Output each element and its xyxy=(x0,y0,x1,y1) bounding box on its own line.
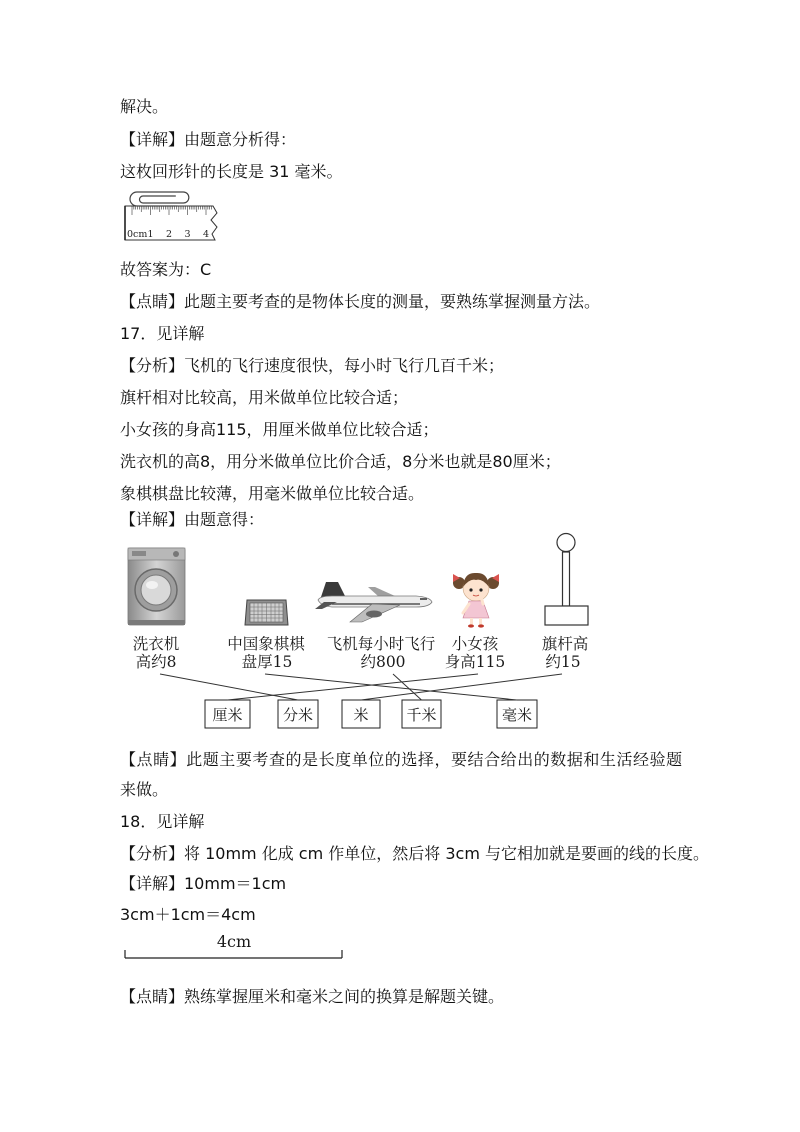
unit-box xyxy=(497,700,537,728)
q17-heading: 17．见详解 xyxy=(120,324,205,343)
unit-label: 米 xyxy=(353,706,369,724)
item-value: 约800 xyxy=(360,653,406,671)
q17-comment-line: 【点睛】此题主要考查的是长度单位的选择，要结合给出的数据和生活经验题 xyxy=(120,750,683,769)
q17-comment-line: 来做。 xyxy=(120,780,169,799)
q18-heading: 18．见详解 xyxy=(120,812,205,831)
match-lines xyxy=(160,674,562,700)
item-value: 约15 xyxy=(545,653,581,671)
q17-analysis-line: 洗衣机的高8，用分米做单位比价合适，8分米也就是80厘米； xyxy=(120,452,561,471)
matching-diagram xyxy=(110,530,610,735)
item-label: 旗杆高 xyxy=(541,635,589,653)
chessboard-icon xyxy=(245,600,288,625)
q16-statement: 这枚回形针的长度是 31 毫米。 xyxy=(120,162,343,181)
q16-comment: 【点睛】此题主要考查的是物体长度的测量，要熟练掌握测量方法。 xyxy=(120,292,601,311)
match-line xyxy=(228,674,479,700)
q17-detail: 【详解】由题意得： xyxy=(120,510,265,529)
washing-machine-icon xyxy=(128,548,185,625)
paperclip-icon xyxy=(130,192,189,206)
unit-box xyxy=(402,700,441,728)
airplane-icon xyxy=(315,582,432,622)
unit-label: 分米 xyxy=(282,706,314,724)
ruler-figure xyxy=(120,186,220,244)
unit-box xyxy=(342,700,380,728)
q16-analysis-tail: 解决。 xyxy=(120,97,169,116)
ruler-label: 4 xyxy=(202,229,210,240)
unit-box xyxy=(278,700,318,728)
q18-analysis: 【分析】将 10mm 化成 cm 作单位，然后将 3cm 与它相加就是要画的线的长度。 xyxy=(120,844,709,863)
item-value: 身高115 xyxy=(444,653,506,671)
ruler-label: 0cm xyxy=(127,229,148,240)
q17-analysis-line: 小女孩的身高115，用厘米做单位比较合适； xyxy=(120,420,439,439)
ruler-label: 2 xyxy=(165,229,173,240)
q18-detail: 【详解】10mm＝1cm xyxy=(120,874,287,893)
q16-detail: 【详解】由题意分析得： xyxy=(120,130,297,149)
q18-comment: 【点睛】熟练掌握厘米和毫米之间的换算是解题关键。 xyxy=(120,987,505,1006)
item-label: 中国象棋棋 xyxy=(227,635,305,653)
flagpole-icon xyxy=(545,534,588,626)
unit-box xyxy=(205,700,250,728)
match-line xyxy=(393,674,422,700)
unit-label: 厘米 xyxy=(212,706,243,724)
q17-analysis-line: 旗杆相对比较高，用米做单位比较合适； xyxy=(120,388,409,407)
q17-analysis-line: 【分析】飞机的飞行速度很快，每小时飞行几百千米； xyxy=(120,356,505,375)
segment-figure xyxy=(120,930,350,965)
unit-label: 千米 xyxy=(406,706,437,724)
girl-icon xyxy=(453,573,499,628)
q16-answer: 故答案为：C xyxy=(120,260,212,279)
q17-analysis-line: 象棋棋盘比较薄，用毫米做单位比较合适。 xyxy=(120,484,425,503)
item-label: 洗衣机 xyxy=(132,635,180,653)
segment-label: 4cm xyxy=(216,932,252,951)
item-value: 高约8 xyxy=(135,653,177,671)
match-line xyxy=(160,674,298,700)
item-label: 小女孩 xyxy=(451,635,499,653)
q18-calc: 3cm＋1cm＝4cm xyxy=(120,905,256,924)
item-label: 飞机每小时飞行 xyxy=(326,635,436,653)
ruler-label: 3 xyxy=(184,229,191,240)
item-value: 盘厚15 xyxy=(241,653,293,671)
unit-label: 毫米 xyxy=(501,706,533,724)
ruler-label: 1 xyxy=(147,229,154,240)
